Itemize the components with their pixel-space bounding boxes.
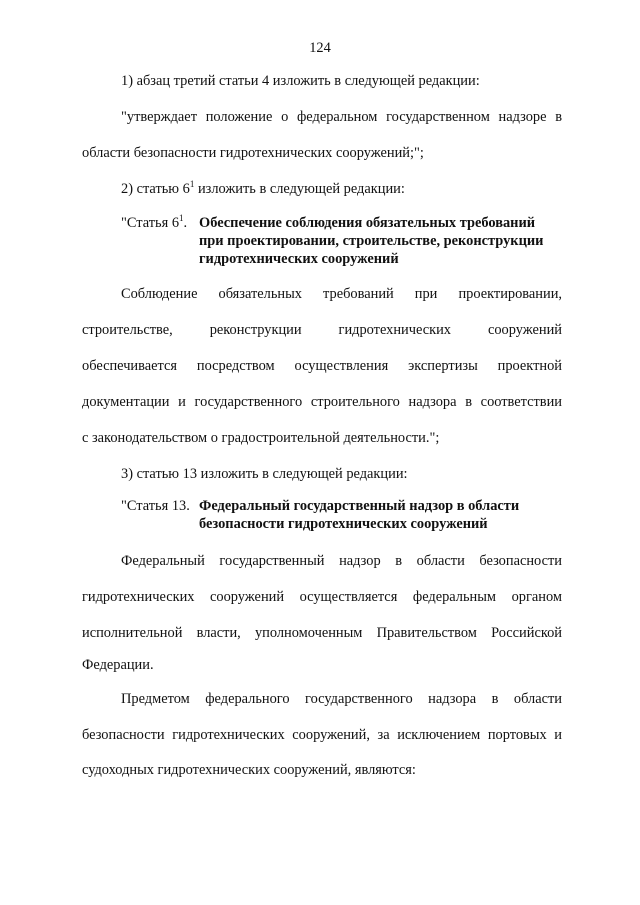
item2-heading-line1: Обеспечение соблюдения обязательных требований xyxy=(199,215,536,231)
item2-body-line1: Соблюдение обязательных требований при проектировании, xyxy=(121,286,562,302)
item3-heading-line1: Федеральный государственный надзор в области xyxy=(199,498,520,514)
item2-body-line3: обеспечивается посредством осуществления экспертизы проектной xyxy=(82,358,562,374)
item3-para2-line3: судоходных гидротехнических сооружений, являются: xyxy=(82,762,416,778)
item3-intro: 3) статью 13 изложить в следующей редакции: xyxy=(121,466,408,482)
item3-para2-line2: безопасности гидротехнических сооружений, за исключением портовых и xyxy=(82,727,562,743)
item3-para1-line2: гидротехнических сооружений осуществляется федеральным органом xyxy=(82,589,562,605)
item3-para1-line1: Федеральный государственный надзор в области безопасности xyxy=(121,553,562,569)
page-number: 124 xyxy=(309,40,331,56)
item2-body-line4: документации и государственного строительного надзора в соответствии xyxy=(82,394,562,410)
item1-quote-line1: "утверждает положение о федеральном государственном надзоре в xyxy=(121,109,562,125)
item3-article-label: "Статья 13. xyxy=(121,498,190,514)
item2-heading-line2: при проектировании, строительстве, реконструкции xyxy=(199,233,544,249)
item1-quote-line2: области безопасности гидротехнических сооружений;"; xyxy=(82,145,424,161)
item2-body-line5: с законодательством о градостроительной деятельности."; xyxy=(82,430,440,446)
item2-intro: 2) статью $6^1$ изложить в следующей редакции: xyxy=(121,179,405,197)
item2-article-label: "Статья $6^1$. xyxy=(121,213,188,231)
item3-para1-line4: Федерации. xyxy=(82,657,154,673)
item1-intro: 1) абзац третий статьи 4 изложить в следующей редакции: xyxy=(121,73,480,89)
item3-para2-line1: Предметом федерального государственного надзора в области xyxy=(121,691,562,707)
item2-body-line2: строительстве, реконструкции гидротехнических сооружений xyxy=(82,322,562,338)
item3-heading-line2: безопасности гидротехнических сооружений xyxy=(199,516,488,532)
item3-para1-line3: исполнительной власти, уполномоченным Правительством Российской xyxy=(82,625,562,641)
item2-heading-line3: гидротехнических сооружений xyxy=(199,251,399,267)
